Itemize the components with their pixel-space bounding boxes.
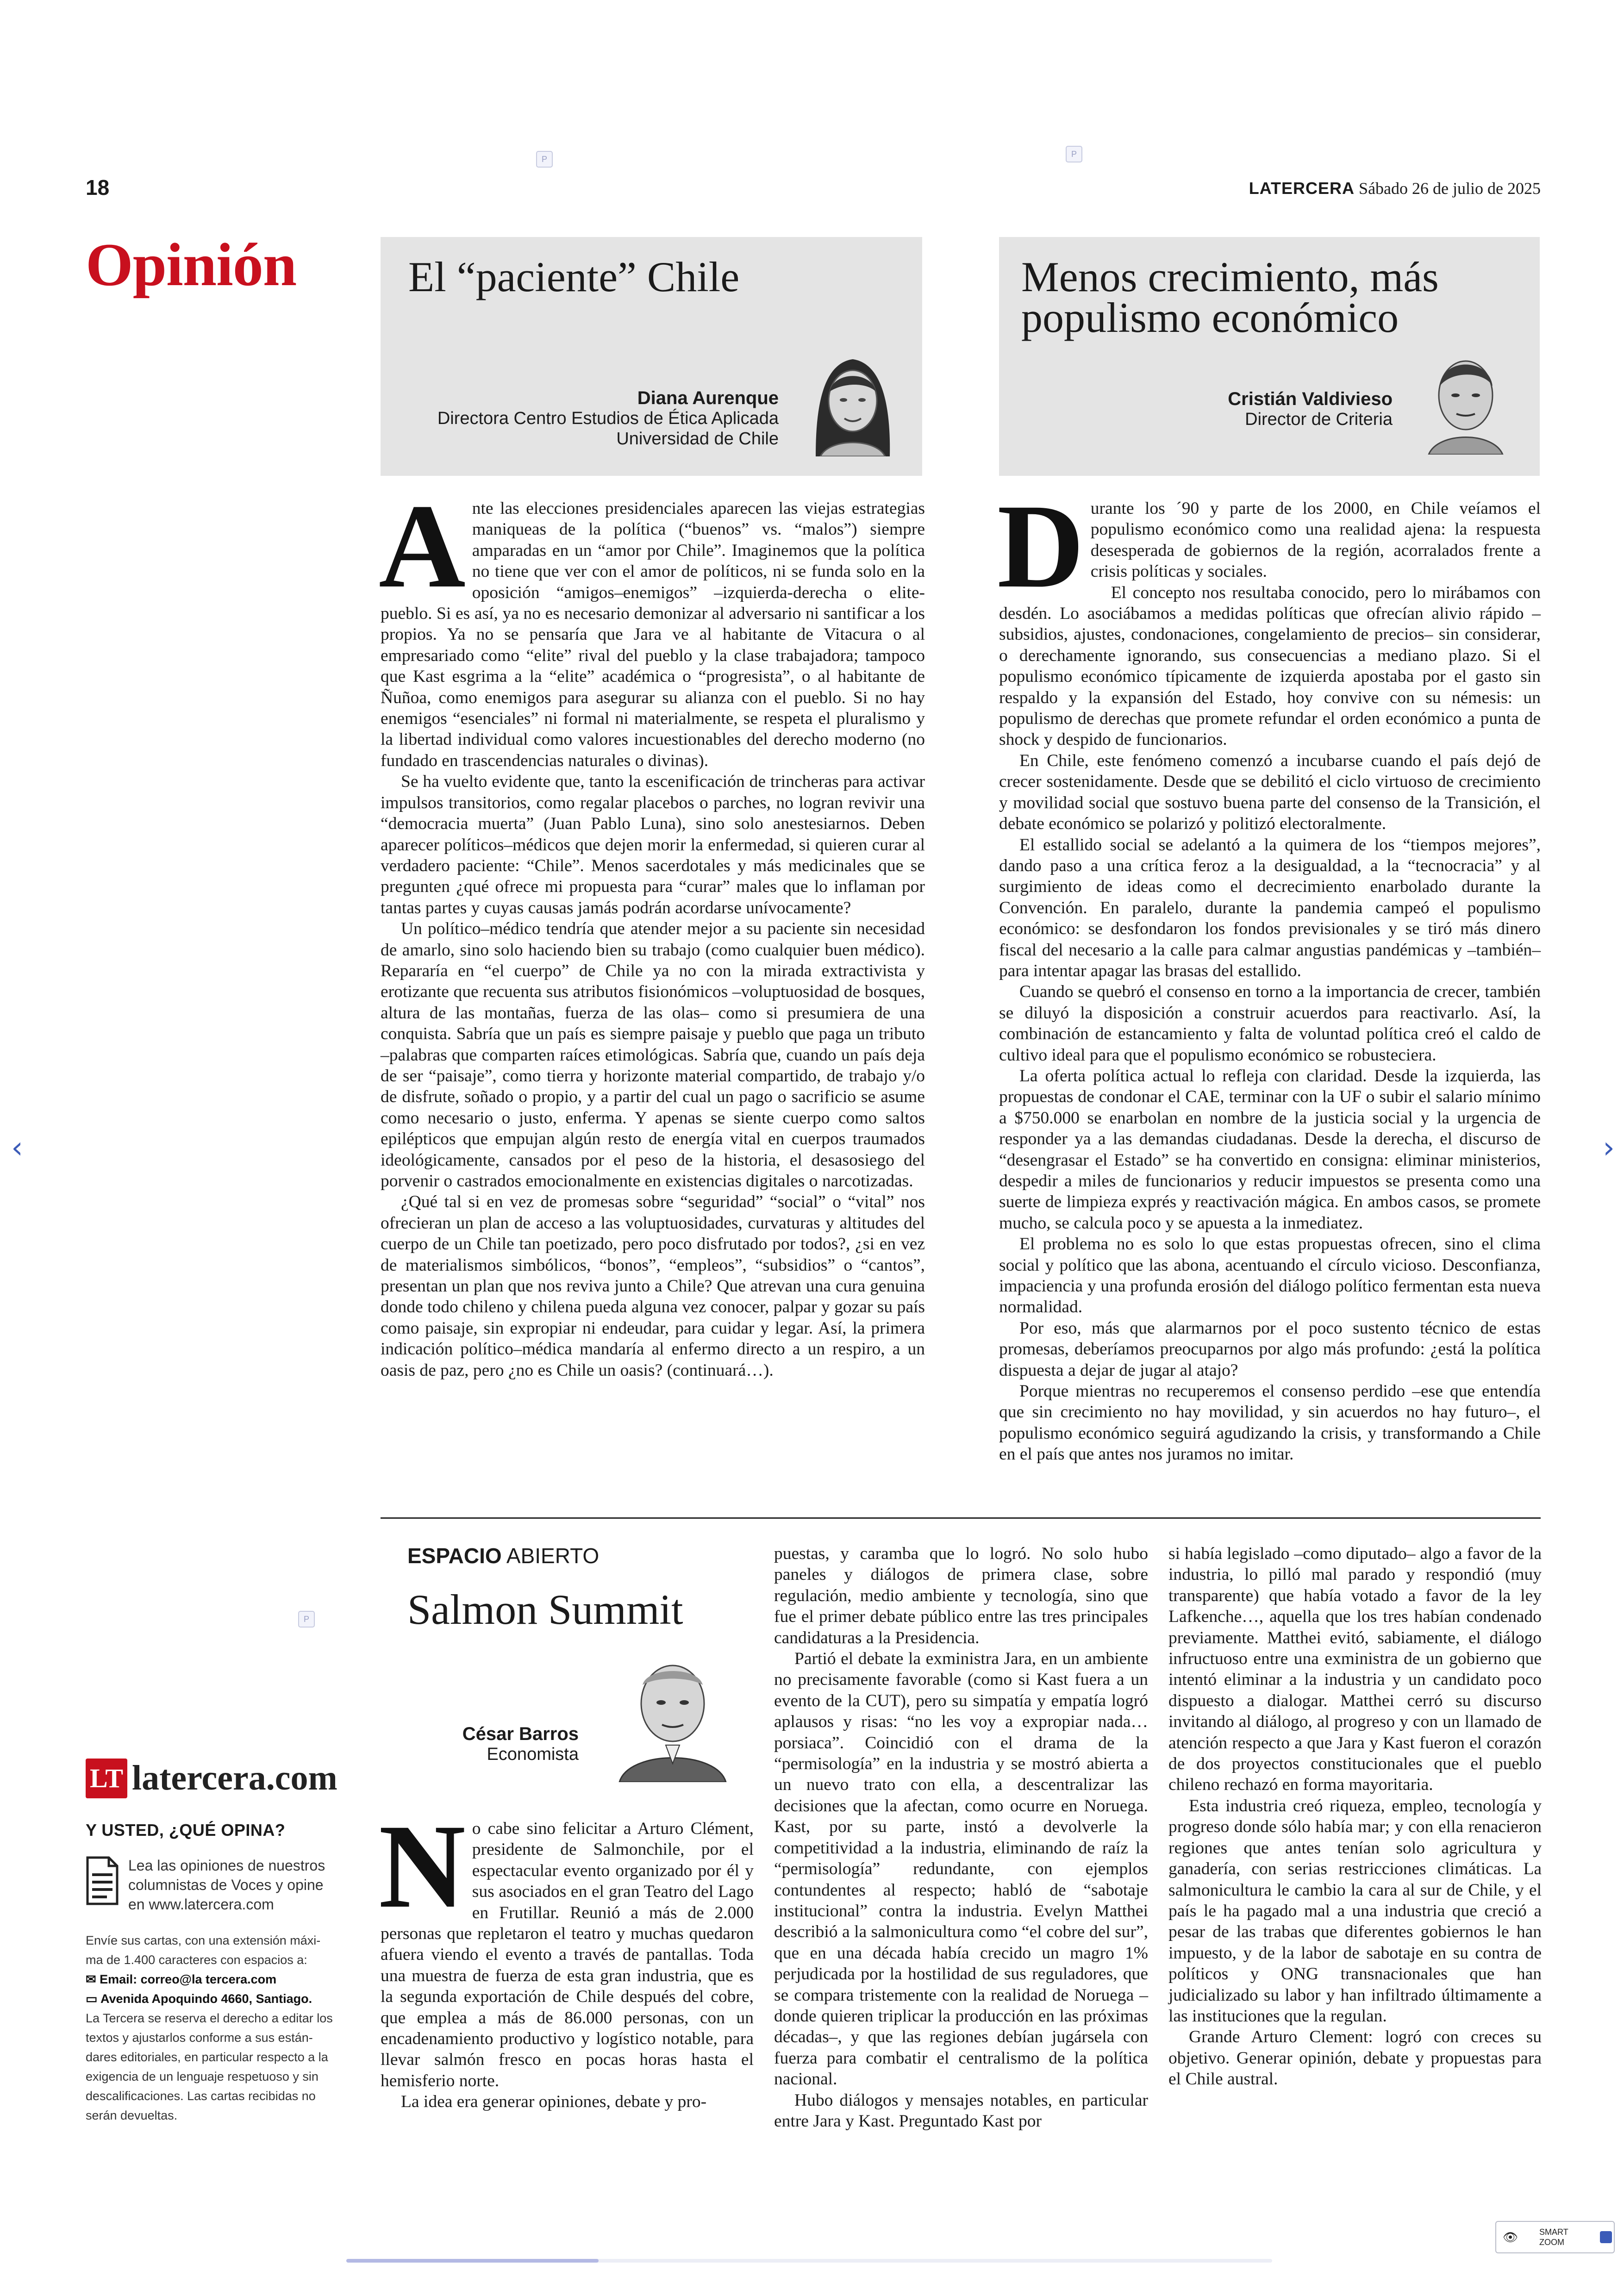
paragraph: La idea era generar opiniones, debate y pro- [401,2092,707,2112]
article-header-box [381,237,922,476]
paragraph: El estallido social se adelantó a la quimera de los “tiempos mejores”, dando paso a una crítica feroz a la desigualdad, a la “tecnocracia” y al surgimiento de ideas como el decrecimiento enarbolado durante la Convención. En paralelo, durante la pandemia campeó el populismo económico: se desfondaron los fondos previsionales y se tiró más dinero fiscal del necesario a la calle para calmar angustias pandémicas y –también– para intentar apagar las brasas del estallido. [999,835,1541,980]
paragraph: El problema no es solo lo que estas propuestas ofrecen, sino el clima social y político que las abona, acentuando el círculo vicioso. Desconfianza, impaciencia y una profunda erosión del diálogo político fermentan esta nueva normalidad. [999,1235,1541,1317]
paragraph: nte las elecciones presidenciales aparecen las viejas estrategias maniqueas de la política (“buenos” vs. “malos”) siempre amparadas en un “amor por Chile”. Imaginemos que la política no tiene que ver con el amor de políticos, ni se funda solo en la oposición “amigos–enemigos” –izquierda-derecha o elite-pueblo. Si es así, ya no es necesario demonizar al adversario ni santificar a los propios. Ya no se pensaría que Jara ve al habitante de Vitacura o al empresariado como “elite” rival del pueblo y la clase trabajadora; tampoco que Kast esgrima a la “elite” académica o “progresista”, o al habitante de Ñuñoa, como enemigos para asegurar su alianza con el pueblo. Si no hay enemigos “esenciales” ni formal ni materialmente, se respeta el pluralismo y la libertad individual como valores incuestionables del derecho moderno (no fundado en trascendencias naturales o divinas). [381,499,925,770]
article-body-column [1168,1543,1542,2090]
sidebar-disclaimer-line: La Tercera se reserva el derecho a editar los [86,2011,333,2025]
smart-zoom-label-line: SMART [1539,2227,1568,2237]
hotspot-marker[interactable]: P [1066,146,1082,162]
sidebar-disclaimer-line: descalificaciones. Las cartas recibidas no [86,2089,316,2103]
latercera-logo[interactable] [86,1758,363,1798]
paragraph: Hubo diálogos y mensajes notables, en particular entre Jara y Kast. Preguntado Kast por [774,2090,1148,2131]
lt-logo-mark: LT [86,1759,127,1798]
hotspot-marker[interactable]: P [536,151,553,168]
smart-zoom-label [1539,2227,1568,2247]
paragraph: si había legislado –como diputado– algo a favor de la industria, lo pilló mal parado y respondió (muy transparente) que había votado a favor de la ley Lafkenche…, aquella que los tres habían condenado previamente. Matthei evitó, sabiamente, el diálogo infructuoso entre una exministra de un gobierno que intentó eliminar a la industria y un candidato poco dispuesto a dialogar. Matthei cerró su discurso invitando al diálogo, al progreso y con un llamado de atención respecto a que Jara y Kast fueron el corazón de dos proyectos constitucionales que el pueblo chileno rechazó en forma mayoritaria. [1168,1544,1542,1795]
article-title-line: populismo económico [1021,294,1399,341]
sidebar-read-block [86,1856,363,1914]
article-body [997,480,1541,1465]
sidebar-disclaimer-line: serán devueltas. [86,2108,178,2122]
section-divider [381,1517,1541,1519]
column-label-bold: ESPACIO [407,1544,502,1568]
masthead-date: Sábado 26 de julio de 2025 [1359,179,1541,198]
paragraph: Porque mientras no recuperemos el consenso perdido –ese que entendía que sin crecimiento no hay movilidad, y sin acuerdos no hay futuro–, el populismo económico seguirá agudizando la crisis, y transformando a Chile en el país que antes nos juramos no imitar. [999,1382,1541,1464]
sidebar-disclaimer-line: textos y ajustarlos conforme a sus están- [86,2031,313,2045]
drop-cap: A [379,480,466,613]
author-portrait [1419,343,1512,455]
masthead [1249,179,1541,198]
paragraph: ¿Qué tal si en vez de promesas sobre “seguridad” “social” o “vital” nos ofrecieran un plan de acceso a las voluptuosidades, curvaturas y altitudes del cuerpo de un Chile tan poetizado, pero poco disfrutado por todos?, ¿si en vez de materialismos simbólicos, “bonos”, “empleos”, “subsidios” o “cantos”, presentan un plan que nos reviva junto a Chile? Que atrevan una cura genuina donde todo chileno y chilena pueda alguna vez conocer, palpar y gozar su país como paisaje, sin expropiar ni endeudar, para cuidar y legar. Así, la primera indicación político–médica mandaría al enfermo directo a un respiro, a un oasis de paz, pero ¿no es Chile un oasis? (continuará…). [381,1192,925,1380]
author-credit [417,1724,579,1765]
scrollbar-thumb[interactable] [346,2259,599,2263]
horizontal-scrollbar[interactable] [346,2259,1272,2263]
author-name: Diana Aurenque [637,388,779,408]
mail-icon: ✉ [86,1972,100,1986]
author-portrait [802,345,904,456]
prev-page-button[interactable] [6,1129,29,1166]
page-number: 18 [86,175,110,200]
paragraph: o cabe sino felicitar a Arturo Clément, presidente de Salmonchile, por el espectacular evento organizado por él y sus asociados en el gran Teatro del Lago en Frutillar. Reunió a más de 2.000 personas que repletaron el teatro y muchas quedaron afuera viendo el evento a través de pantallas. Toda una muestra de fuerza de esta gran industria, que es la segunda exportación de Chile después del cobre, que emplea a más de 86.000 personas, con un encadenamiento productivo y logístico notable, para llevar salmón fresco en pocas horas hasta el hemisferio norte. [381,1819,754,2090]
column-label-rest: ABIERTO [501,1544,600,1568]
author-role: Director de Criteria [1245,410,1393,429]
paragraph: La oferta política actual lo refleja con claridad. Desde la izquierda, las propuestas de condonar el CAE, terminar con la UF o subir el salario mínimo a $750.000 se enarbolan en nombre de la justicia social y la urgencia de responder ya a las demandas ciudadanas. Desde la derecha, el discurso de “desengrasar el Estado” se ha convertido en consigna: eliminar ministerios, despedir a miles de funcionarios y reducir impuestos se presenta como una suerte de limpieza exprés y reactivación mágica. En ambos casos, se promete mucho, se calcula poco y se apuesta a la inmediatez. [999,1066,1541,1233]
zoom-toggle-icon [1600,2231,1612,2243]
article-title-line: Menos crecimiento, más [1021,253,1439,300]
article-header-box [999,237,1540,476]
sidebar-address [86,1989,363,2008]
reader-sidebar [86,1758,363,2125]
paragraph: Un político–médico tendría que atender mejor a su paciente sin necesidad de amarlo, sino solo haciendo bien su trabajo (como cualquier buen médico). Repararía en “el cuerpo” de Chile ya no con la mirada extractivista y erotizante que recuenta sus atributos fisionómicos –voluptuosidad de bosques, altura de las montañas, fuerza de las olas– como si presumiera de una conquista. Sabría que un país es siempre paisaje y pueblo que paga un tributo –palabras que comparten raíces etimológicas. Sabría que, cuando un país deja de ser “paisaje”, como tierra y horizonte material compartido, de trabajo y/o de disfrute, soñado o propio, y a partir del cual un pago o sacrificio se asume como necesario o justo, enferma. Y apenas se siente cuerpo como saltos epilépticos que empujan algún resto de energía vital en cuerpos traumados ideológicamente, cansados por el peso de la historia, el desasosiego del porvenir o castrados emocionalmente en existencias digitales o narcotizadas. [381,919,925,1191]
chevron-right-icon: › [1603,1131,1615,1165]
drop-cap: D [997,480,1084,613]
article-body [379,480,925,1381]
chevron-left-icon: ‹ [11,1131,23,1165]
author-name: César Barros [462,1724,579,1744]
sidebar-read-line: Lea las opiniones de nuestros [128,1857,325,1874]
paragraph: Por eso, más que alarmarnos por el poco sustento técnico de estas promesas, deberíamos preocuparnos por algo más profundo: ¿está la política dispuesta a dejar de jugar al atajo? [999,1318,1541,1380]
paragraph: puestas, y caramba que lo logró. No solo hubo paneles y diálogos de primera clase, sobre regulación, medio ambiente y tecnología, sino que fue el primer debate público entre las tres principales candidaturas a la Presidencia. [774,1544,1148,1647]
author-name: Cristián Valdivieso [1228,389,1393,409]
smart-zoom-label-line: ZOOM [1539,2238,1565,2247]
paragraph: Se ha vuelto evidente que, tanto la escenificación de trincheras para activar impulsos transitorios, como regalar placebos o parches, no logran revivir una “democracia muerta” (Juan Pablo Luna), sino solo anestesiarnos. Deben aparecer políticos–médicos que dejen morir la enfermedad, si quieren curar al verdadero paciente: “Chile”. Menos sacerdotales y más medicinales que se pregunten ¿qué ofrece mi propuesta para “curar” males que lo inflaman por tantas partes y cuyas causas jamás podrán acordarse unívocamente? [381,772,925,917]
sidebar-email[interactable] [86,1970,363,1989]
sidebar-read-line: columnistas de Voces y opine [128,1877,324,1893]
paragraph: El concepto nos resultaba conocido, pero lo mirábamos con desdén. Lo asociábamos a medidas políticas que ofrecían alivio rápido –subsidios, ajustes, condonaciones, congelamiento de precios– sin considerar, o derechamente ignorando, sus consecuencias a mediano plazo. Si el populismo económico típicamente de izquierda apostaba por el gasto sin respaldo y la expansión del Estado, hoy convive con su némesis: un populismo de derechas que promete refundar el orden económico a punta de shock y despido de funcionarios. [999,583,1541,749]
masthead-brand: LATERCERA [1249,179,1355,198]
document-icon [86,1856,123,1914]
paragraph: Cuando se quebró el consenso en torno a la importancia de crecer, también se diluyó la disposición a construir acuerdos para reactivarlo. Así, la combinación de estancamiento y falta de voluntad política creó el caldo de cultivo ideal para que el populismo económico se robusteciera. [999,982,1541,1065]
section-title: Opinión [86,231,297,299]
next-page-button[interactable] [1597,1129,1620,1166]
sidebar-letters-info [86,1931,363,2125]
article-body-column [379,1800,754,2113]
article-title: El “paciente” Chile [408,253,740,300]
column-label [407,1543,599,1568]
article-title [1021,253,1439,341]
eye-icon: 👁 [1503,2230,1518,2244]
sidebar-read-text [128,1856,325,1914]
smart-zoom-button[interactable] [1495,2221,1615,2253]
author-role: Directora Centro Estudios de Ética Aplicada [437,409,779,428]
drop-cap: N [379,1800,466,1933]
paragraph: Partió el debate la exministra Jara, en un ambiente no precisamente favorable (como si Kast fuera a un evento de la CUT), pero su simpatía y empatía logró aplausos y risas: “no les voy a expropiar nada… porsiaca”. Coincidió con el drama de la “permisología” en la industria y se mostró abierta a un nuevo trato con ella, a descentralizar las decisiones que la afectan, como ocurre en Noruega. Kast, por su parte, instó a devolverle la competitividad a la industria, eliminando de raíz la “permisología” redundante, con ejemplos contundentes al respecto; habló de “sabotaje institucional” contra la industria. Evelyn Matthei describió a la salmonicultura como “el cobre del sur”, que en una década había crecido un magro 1% perjudicada por la hostilidad de sus reguladores, que se compara tristemente con la realidad de Noruega –donde quieren triplicar la producción en las próximas décadas–, y que las regiones debían jugársela con fuerza para combatir el centralismo de la política nacional. [774,1649,1148,2089]
article-body-column [774,1543,1148,2132]
author-credit [1022,389,1393,430]
sidebar-letters-line: Envíe sus cartas, con una extensión máxi- [86,1933,321,1947]
author-role: Economista [487,1745,579,1764]
sidebar-read-line: en www.latercera.com [128,1896,274,1913]
paragraph: En Chile, este fenómeno comenzó a incubarse cuando el país dejó de crecer sostenidamente. Desde que se debilitó el ciclo virtuoso de crecimiento y movilidad social que sostuvo buena parte del consenso de la Transición, el debate económico se polarizó y politizó electoralmente. [999,751,1541,834]
sidebar-disclaimer-line: exigencia de un lenguaje respetuoso y sin [86,2070,319,2083]
author-portrait [610,1648,735,1782]
paragraph: urante los ´90 y parte de los 2000, en Chile veíamos el populismo económico como una realidad ajena: la respuesta desesperada de gobiernos de la región, acorralados frente a crisis políticas y sociales. [1090,499,1541,581]
sidebar-address-text: Avenida Apoquindo 4660, Santiago. [100,1992,312,2006]
author-affiliation: Universidad de Chile [616,429,779,449]
hotspot-marker[interactable]: P [298,1611,315,1628]
mailbox-icon: ▭ [86,1992,101,2006]
sidebar-disclaimer-line: dares editoriales, en particular respecto a la [86,2050,328,2064]
paragraph: Grande Arturo Clement: logró con creces su objetivo. Generar opinión, debate y propuestas para el Chile austral. [1168,2027,1542,2089]
sidebar-question: Y USTED, ¿QUÉ OPINA? [86,1821,286,1840]
sidebar-email-text: Email: correo@la tercera.com [100,1972,277,1986]
lt-logo-text: latercera.com [132,1759,337,1797]
sidebar-letters-line: ma de 1.400 caracteres con espacios a: [86,1953,307,1967]
article-title: Salmon Summit [407,1586,683,1633]
paragraph: Esta industria creó riqueza, empleo, tecnología y progreso donde sólo había mar; y con ella renacieron regiones que antes tenían solo agricultura y ganadería, con serias restricciones climáticas. La salmonicultura le cambio la cara al sur de Chile, y el país le ha pagado mal a una industria que creció a pesar de las trabas que diferentes gobiernos le han impuesto, y de la labor de sabotaje en su contra de políticos y ONG transnacionales que han judicializado su labor y han infiltrado últimamente a las instituciones que la regulan. [1168,1796,1542,2026]
author-credit [362,388,779,449]
